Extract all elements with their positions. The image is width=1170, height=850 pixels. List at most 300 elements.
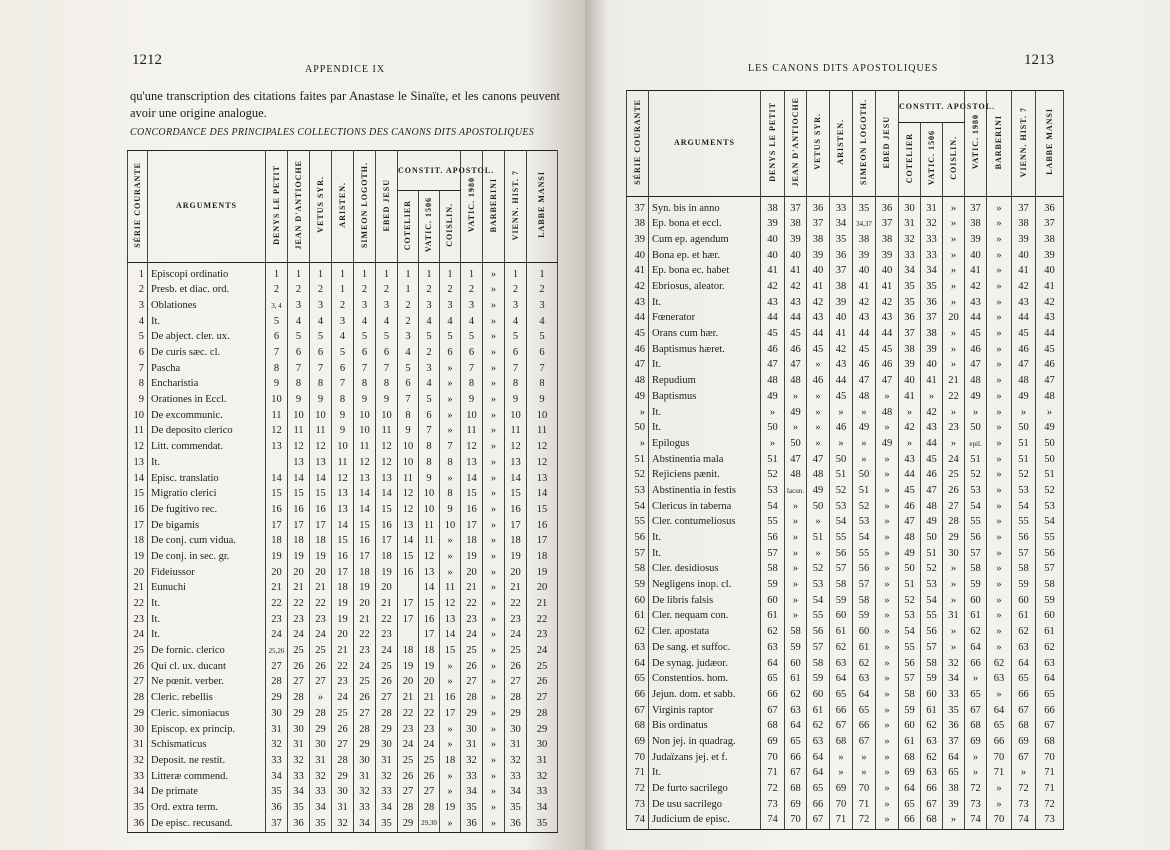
value-cell: 8 <box>527 377 558 393</box>
table-row <box>627 421 1064 437</box>
value-cell: 15 <box>332 534 354 550</box>
value-cell: » <box>440 565 461 581</box>
value-cell: 62 <box>965 625 987 641</box>
header-col: LABBE MANSI <box>527 151 558 263</box>
value-cell: 68 <box>830 734 853 750</box>
value-cell: 17 <box>398 596 419 612</box>
value-cell: 40 <box>899 374 921 390</box>
value-cell: 9 <box>376 393 398 409</box>
value-cell: 32 <box>332 816 354 832</box>
value-cell: 60 <box>921 687 943 703</box>
table-row <box>128 298 558 314</box>
value-cell: » <box>987 232 1012 248</box>
value-cell: 1 <box>505 263 527 283</box>
value-cell: 62 <box>921 719 943 735</box>
value-cell: 26 <box>288 659 310 675</box>
value-cell: 9 <box>527 393 558 409</box>
value-cell: » <box>876 468 899 484</box>
value-cell: 22 <box>310 596 332 612</box>
value-cell: 19 <box>398 659 419 675</box>
value-cell: » <box>987 640 1012 656</box>
serie-number: 11 <box>128 424 148 440</box>
value-cell: 37 <box>1012 197 1036 217</box>
value-cell: 46 <box>1036 358 1064 374</box>
value-cell: 48 <box>785 468 807 484</box>
value-cell: 58 <box>853 593 876 609</box>
value-cell: 47 <box>853 374 876 390</box>
value-cell: 52 <box>761 468 785 484</box>
value-cell: 36 <box>899 311 921 327</box>
table-row <box>627 656 1064 672</box>
value-cell: 50 <box>830 452 853 468</box>
value-cell: 65 <box>830 687 853 703</box>
value-cell: 40 <box>761 232 785 248</box>
value-cell: » <box>483 314 505 330</box>
argument-cell: Eunuchi <box>148 581 266 597</box>
value-cell: 47 <box>899 515 921 531</box>
value-cell: 52 <box>921 562 943 578</box>
value-cell: 21 <box>419 691 440 707</box>
value-cell: 34 <box>310 800 332 816</box>
value-cell: 48 <box>1036 389 1064 405</box>
value-cell: » <box>483 487 505 503</box>
value-cell: 64 <box>830 672 853 688</box>
value-cell: » <box>987 609 1012 625</box>
value-cell: 12 <box>419 549 440 565</box>
value-cell: 19 <box>505 549 527 565</box>
argument-cell: Ne pœnit. verber. <box>148 675 266 691</box>
header-col: LABBE MANSI <box>1036 91 1064 197</box>
value-cell: 1 <box>266 263 288 283</box>
value-cell: 22 <box>505 596 527 612</box>
argument-cell: De fugitivo rec. <box>148 502 266 518</box>
value-cell: 61 <box>785 672 807 688</box>
value-cell: 64 <box>761 656 785 672</box>
value-cell: 7 <box>398 393 419 409</box>
value-cell: » <box>440 769 461 785</box>
value-cell: 56 <box>921 625 943 641</box>
value-cell: » <box>483 330 505 346</box>
value-cell: » <box>943 342 965 358</box>
value-cell: 14 <box>398 534 419 550</box>
value-cell: 11 <box>440 581 461 597</box>
value-cell: 66 <box>853 719 876 735</box>
value-cell: 33 <box>266 753 288 769</box>
argument-cell: De curis sæc. cl. <box>148 345 266 361</box>
value-cell: 8 <box>505 377 527 393</box>
value-cell: 40 <box>853 264 876 280</box>
value-cell: 20 <box>943 311 965 327</box>
value-cell: » <box>876 515 899 531</box>
table-row <box>627 593 1064 609</box>
value-cell: 54 <box>899 625 921 641</box>
value-cell: 66 <box>899 813 921 829</box>
value-cell: 60 <box>1012 593 1036 609</box>
value-cell: 45 <box>785 327 807 343</box>
serie-number: 73 <box>627 797 649 813</box>
value-cell: » <box>876 687 899 703</box>
value-cell: 37 <box>876 217 899 233</box>
value-cell: 58 <box>965 562 987 578</box>
value-cell: 55 <box>853 546 876 562</box>
value-cell: 55 <box>965 515 987 531</box>
header-col: VATIC. 1980 <box>965 91 987 197</box>
serie-number: 3 <box>128 298 148 314</box>
table-row <box>128 738 558 754</box>
value-cell: 18 <box>419 644 440 660</box>
serie-number: 47 <box>627 358 649 374</box>
value-cell: 3 <box>527 298 558 314</box>
value-cell: 50 <box>807 499 830 515</box>
value-cell: 41 <box>1036 279 1064 295</box>
serie-number: 12 <box>128 440 148 456</box>
value-cell: » <box>483 393 505 409</box>
value-cell: 70 <box>987 813 1012 829</box>
value-cell: 67 <box>921 797 943 813</box>
value-cell: 10 <box>419 502 440 518</box>
value-cell: 3 <box>332 314 354 330</box>
value-cell: 20 <box>332 628 354 644</box>
argument-cell: Jejun. dom. et sabb. <box>649 687 761 703</box>
value-cell: 16 <box>505 502 527 518</box>
value-cell: 43 <box>761 295 785 311</box>
value-cell: 21 <box>266 581 288 597</box>
value-cell: » <box>876 813 899 829</box>
value-cell: 30 <box>266 706 288 722</box>
value-cell: » <box>987 217 1012 233</box>
value-cell: 4 <box>505 314 527 330</box>
serie-number: 69 <box>627 734 649 750</box>
value-cell: 5 <box>505 330 527 346</box>
header-col: JEAN D'ANTIOCHE <box>785 91 807 197</box>
value-cell: 68 <box>761 719 785 735</box>
header-col: SIMEON LOGOTH. <box>354 151 376 263</box>
value-cell: 31 <box>527 753 558 769</box>
serie-number: 59 <box>627 578 649 594</box>
value-cell: 71 <box>853 797 876 813</box>
value-cell: 35 <box>527 816 558 832</box>
value-cell: 31 <box>505 738 527 754</box>
value-cell: 11 <box>419 534 440 550</box>
value-cell: 56 <box>899 656 921 672</box>
value-cell: » <box>483 345 505 361</box>
table-row <box>627 311 1064 327</box>
value-cell: 31 <box>943 609 965 625</box>
value-cell: 16 <box>419 612 440 628</box>
value-cell: 16 <box>354 534 376 550</box>
argument-cell: De fornic. clerico <box>148 644 266 660</box>
value-cell: 4 <box>310 314 332 330</box>
value-cell: » <box>440 377 461 393</box>
serie-number: 20 <box>128 565 148 581</box>
value-cell: 42 <box>1036 295 1064 311</box>
value-cell: 44 <box>899 468 921 484</box>
value-cell: 61 <box>807 703 830 719</box>
value-cell: 72 <box>1036 797 1064 813</box>
value-cell: 1 <box>332 283 354 299</box>
value-cell: 64 <box>987 703 1012 719</box>
value-cell: » <box>876 421 899 437</box>
value-cell: 55 <box>807 609 830 625</box>
argument-cell: De usu sacrilego <box>649 797 761 813</box>
value-cell: 63 <box>853 672 876 688</box>
value-cell: 31 <box>332 800 354 816</box>
value-cell: 26 <box>461 659 483 675</box>
value-cell <box>266 455 288 471</box>
value-cell: 3 <box>505 298 527 314</box>
value-cell: » <box>943 248 965 264</box>
value-cell: 54 <box>807 593 830 609</box>
value-cell: 26 <box>419 769 440 785</box>
value-cell: 27 <box>354 706 376 722</box>
value-cell: 15 <box>288 487 310 503</box>
table-row <box>627 468 1064 484</box>
value-cell: 13 <box>288 455 310 471</box>
value-cell: 1 <box>398 283 419 299</box>
table-row <box>627 217 1064 233</box>
value-cell: » <box>483 263 505 283</box>
argument-cell: Cler. nequam con. <box>649 609 761 625</box>
value-cell: » <box>943 593 965 609</box>
value-cell: » <box>987 562 1012 578</box>
header-col: VIENN. HIST. 7 <box>1012 91 1036 197</box>
value-cell: 67 <box>761 703 785 719</box>
value-cell: 28 <box>419 800 440 816</box>
value-cell: 30 <box>943 546 965 562</box>
value-cell: 10 <box>376 408 398 424</box>
serie-number: 18 <box>128 534 148 550</box>
value-cell: 26 <box>527 675 558 691</box>
serie-number: 31 <box>128 738 148 754</box>
value-cell: 16 <box>266 502 288 518</box>
value-cell: » <box>943 405 965 421</box>
value-cell: » <box>440 738 461 754</box>
value-cell: 50 <box>1012 421 1036 437</box>
value-cell: 1 <box>376 263 398 283</box>
value-cell: » <box>876 734 899 750</box>
header-col: VATIC. 1506 <box>921 123 943 197</box>
value-cell: 20 <box>505 565 527 581</box>
value-cell: 24 <box>505 628 527 644</box>
argument-cell: Ord. extra term. <box>148 800 266 816</box>
header-col: VETUS SYR. <box>310 151 332 263</box>
argument-cell: De sang. et suffoc. <box>649 640 761 656</box>
value-cell: 12 <box>398 487 419 503</box>
value-cell: » <box>987 483 1012 499</box>
value-cell: » <box>876 389 899 405</box>
value-cell: 4 <box>398 345 419 361</box>
value-cell: 13 <box>376 471 398 487</box>
value-cell: 54 <box>830 515 853 531</box>
value-cell: 25 <box>310 644 332 660</box>
serie-number: 41 <box>627 264 649 280</box>
value-cell: 61 <box>830 625 853 641</box>
value-cell: 27 <box>505 675 527 691</box>
value-cell: 57 <box>1012 546 1036 562</box>
value-cell: » <box>310 691 332 707</box>
value-cell: » <box>483 644 505 660</box>
serie-number: 10 <box>128 408 148 424</box>
value-cell: » <box>830 436 853 452</box>
value-cell: » <box>807 515 830 531</box>
value-cell: 12 <box>505 440 527 456</box>
value-cell: 65 <box>1012 672 1036 688</box>
value-cell: 1 <box>288 263 310 283</box>
value-cell: 51 <box>761 452 785 468</box>
value-cell: 35 <box>376 816 398 832</box>
value-cell: 69 <box>965 734 987 750</box>
value-cell: 59 <box>830 593 853 609</box>
value-cell: 8 <box>266 361 288 377</box>
value-cell: 25 <box>354 675 376 691</box>
value-cell: 29 <box>266 691 288 707</box>
value-cell: » <box>785 389 807 405</box>
value-cell: 2 <box>376 283 398 299</box>
value-cell: 6 <box>332 361 354 377</box>
value-cell: 19 <box>419 659 440 675</box>
value-cell: 36 <box>943 719 965 735</box>
value-cell: 35 <box>505 800 527 816</box>
table-row <box>128 518 558 534</box>
value-cell: 24 <box>376 644 398 660</box>
value-cell: » <box>483 675 505 691</box>
value-cell: 15 <box>505 487 527 503</box>
value-cell: 44 <box>1036 327 1064 343</box>
argument-cell: Ep. bona ec. habet <box>649 264 761 280</box>
value-cell: 35 <box>288 800 310 816</box>
value-cell: 48 <box>876 405 899 421</box>
value-cell: » <box>440 534 461 550</box>
value-cell: 26 <box>505 659 527 675</box>
value-cell: » <box>876 625 899 641</box>
value-cell: » <box>943 232 965 248</box>
value-cell: 43 <box>921 421 943 437</box>
value-cell: 43 <box>899 452 921 468</box>
value-cell: 10 <box>398 455 419 471</box>
value-cell: » <box>830 750 853 766</box>
argument-cell: It. <box>649 405 761 421</box>
value-cell: 49 <box>1036 421 1064 437</box>
value-cell: 19 <box>310 549 332 565</box>
value-cell: 34 <box>943 672 965 688</box>
table-row <box>128 769 558 785</box>
header-col: ARISTEN. <box>830 91 853 197</box>
value-cell: 53 <box>761 483 785 499</box>
value-cell: 34 <box>376 800 398 816</box>
value-cell: 25 <box>505 644 527 660</box>
value-cell: 5 <box>461 330 483 346</box>
header-serie: SÉRIE COURANTE <box>627 91 649 197</box>
table-row <box>128 534 558 550</box>
value-cell: 45 <box>761 327 785 343</box>
value-cell: » <box>785 421 807 437</box>
value-cell: » <box>483 298 505 314</box>
value-cell: 61 <box>761 609 785 625</box>
value-cell: 48 <box>899 530 921 546</box>
value-cell: 27 <box>332 738 354 754</box>
value-cell: 27 <box>943 499 965 515</box>
value-cell: 67 <box>807 813 830 829</box>
value-cell: 45 <box>853 342 876 358</box>
value-cell: » <box>965 766 987 782</box>
value-cell: 37 <box>830 264 853 280</box>
value-cell: 10 <box>505 408 527 424</box>
value-cell: 44 <box>876 327 899 343</box>
value-cell: 8 <box>376 377 398 393</box>
value-cell: 59 <box>899 703 921 719</box>
table-row <box>128 440 558 456</box>
serie-number: 55 <box>627 515 649 531</box>
value-cell: » <box>876 703 899 719</box>
value-cell: 8 <box>332 393 354 409</box>
value-cell: 10 <box>440 518 461 534</box>
table-row <box>627 640 1064 656</box>
value-cell: 53 <box>830 499 853 515</box>
value-cell: 28 <box>505 691 527 707</box>
value-cell: 8 <box>440 487 461 503</box>
value-cell: 10 <box>461 408 483 424</box>
value-cell: » <box>987 452 1012 468</box>
header-col: COISLIN. <box>440 191 461 263</box>
value-cell: » <box>483 628 505 644</box>
table-row <box>128 753 558 769</box>
value-cell: » <box>807 389 830 405</box>
value-cell: 43 <box>1036 311 1064 327</box>
value-cell: 47 <box>876 374 899 390</box>
value-cell: 65 <box>899 797 921 813</box>
value-cell: 67 <box>785 766 807 782</box>
value-cell: 53 <box>807 578 830 594</box>
value-cell: 35 <box>461 800 483 816</box>
table-row <box>128 330 558 346</box>
value-cell: 74 <box>761 813 785 829</box>
value-cell: 33 <box>310 785 332 801</box>
value-cell: 18 <box>354 565 376 581</box>
value-cell: 32 <box>899 232 921 248</box>
table-row <box>627 781 1064 797</box>
value-cell: 64 <box>965 640 987 656</box>
value-cell: » <box>483 769 505 785</box>
value-cell: 13 <box>332 502 354 518</box>
header-col: BARBERINI <box>483 151 505 263</box>
value-cell: 1 <box>461 263 483 283</box>
header-col: ARISTEN. <box>332 151 354 263</box>
value-cell: 30 <box>288 722 310 738</box>
serie-number: 43 <box>627 295 649 311</box>
value-cell: » <box>785 546 807 562</box>
value-cell: 30 <box>376 738 398 754</box>
value-cell: 17 <box>440 706 461 722</box>
value-cell: 4 <box>376 314 398 330</box>
value-cell: 7 <box>354 361 376 377</box>
value-cell: 49 <box>1012 389 1036 405</box>
serie-number: 65 <box>627 672 649 688</box>
value-cell: 20 <box>288 565 310 581</box>
value-cell: 60 <box>785 656 807 672</box>
argument-cell: Episcopi ordinatio <box>148 263 266 283</box>
value-cell: 44 <box>965 311 987 327</box>
value-cell: 13 <box>461 455 483 471</box>
value-cell: 20 <box>461 565 483 581</box>
value-cell: » <box>483 549 505 565</box>
value-cell: 16 <box>461 502 483 518</box>
value-cell: » <box>987 264 1012 280</box>
value-cell: 6 <box>527 345 558 361</box>
value-cell: 15 <box>398 549 419 565</box>
value-cell: 3 <box>288 298 310 314</box>
value-cell: 33 <box>943 687 965 703</box>
value-cell: 18 <box>461 534 483 550</box>
